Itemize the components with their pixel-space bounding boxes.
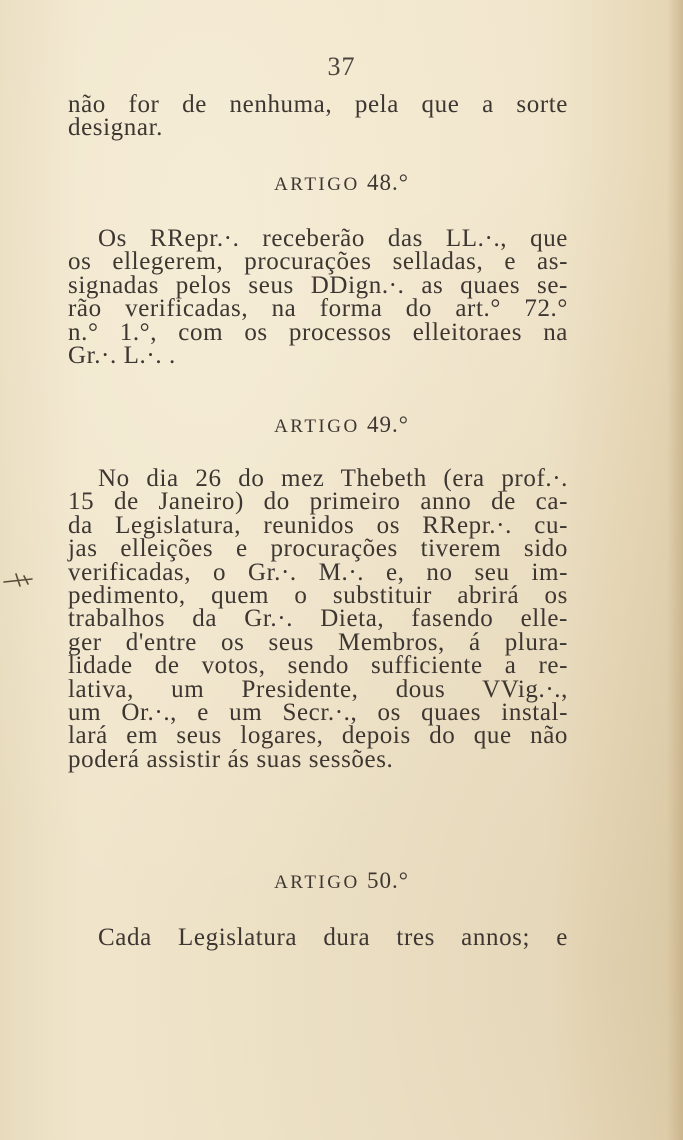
text-line: os ellegerem, procurações selladas, e as- bbox=[68, 248, 568, 276]
article-number: 49.° bbox=[366, 412, 409, 437]
margin-mark-icon bbox=[2, 570, 36, 590]
text-line: lidade de votos, sendo sufficiente a re- bbox=[68, 652, 568, 680]
text-line: lativa, um Presidente, dous VVig.·., bbox=[68, 675, 568, 703]
article-number: 48.° bbox=[366, 170, 409, 195]
text-line: trabalhos da Gr.·. Dieta, fasendo elle- bbox=[68, 605, 568, 633]
text-line: 15 de Janeiro) do primeiro anno de ca- bbox=[68, 488, 568, 516]
article-50-paragraph bbox=[68, 926, 568, 949]
text-line: signadas pelos seus DDign.·. as quaes se- bbox=[68, 271, 568, 299]
text-line: Os RRepr.·. receberão das LL.·., que bbox=[98, 225, 568, 252]
text-line: não for de nenhuma, pela que a sorte bbox=[68, 91, 568, 118]
article-48-paragraph bbox=[68, 227, 568, 367]
text-line: designar. bbox=[68, 114, 163, 142]
text-line: ger d'entre os seus Membros, á plura- bbox=[68, 628, 568, 656]
text-line: da Legislatura, reunidos os RRepr.·. cu- bbox=[68, 511, 568, 539]
text-line: verificadas, o Gr.·. M.·. e, no seu im- bbox=[68, 558, 568, 586]
article-label: ARTIGO bbox=[274, 416, 360, 437]
text-line: Cada Legislatura dura tres annos; e bbox=[98, 924, 568, 951]
article-label: ARTIGO bbox=[274, 872, 360, 893]
text-line: lará em seus logares, depois do que não bbox=[68, 722, 568, 750]
text-line: pedimento, quem o substituir abrirá os bbox=[68, 581, 568, 609]
article-number: 50.° bbox=[366, 868, 409, 893]
article-49-paragraph bbox=[68, 467, 568, 771]
text-line: n.° 1.°, com os processos elleitoraes na bbox=[68, 318, 568, 346]
text-line: jas elleições e procurações tiverem sido bbox=[68, 535, 568, 563]
text-line: Gr.·. L.·. . bbox=[68, 341, 176, 369]
article-48-heading bbox=[0, 170, 683, 196]
text-line: rão verificadas, na forma do art.° 72.° bbox=[68, 295, 568, 323]
page-number: 37 bbox=[327, 52, 356, 81]
opening-paragraph bbox=[68, 93, 568, 140]
text-line: poderá assistir ás suas sessões. bbox=[68, 745, 394, 773]
text-line: No dia 26 do mez Thebeth (era prof.·. bbox=[98, 465, 568, 492]
text-line: um Or.·., e um Secr.·., os quaes instal- bbox=[68, 698, 568, 726]
article-49-heading bbox=[0, 412, 683, 438]
article-50-heading bbox=[0, 868, 683, 894]
article-label: ARTIGO bbox=[274, 174, 360, 195]
